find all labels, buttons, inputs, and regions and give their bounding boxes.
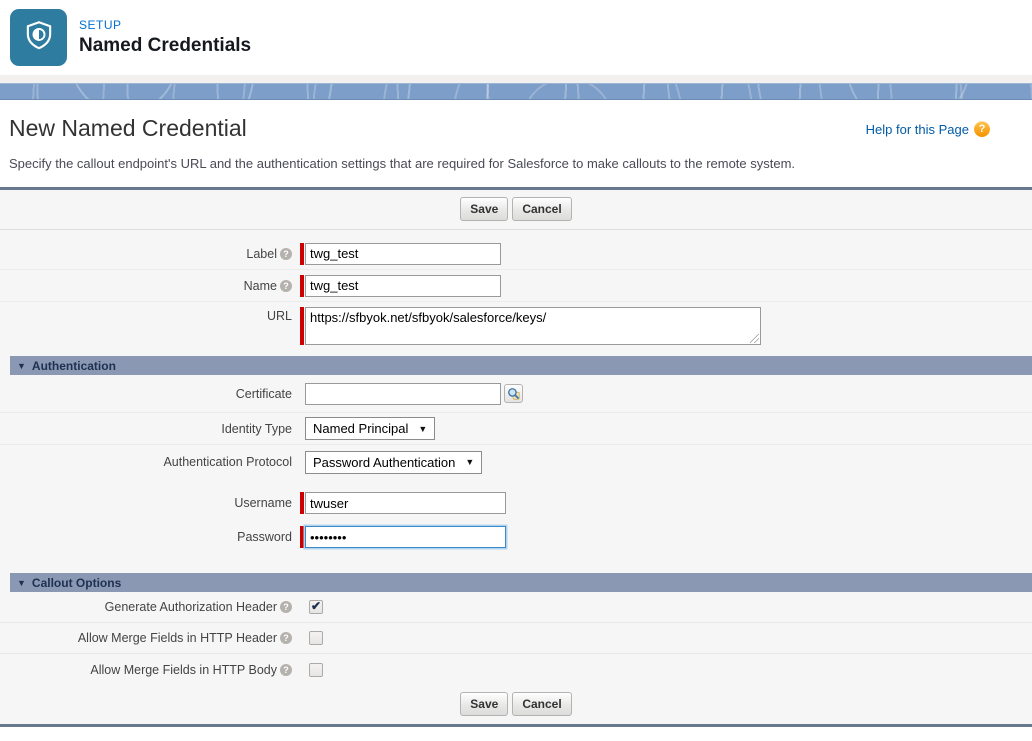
magnifier-icon[interactable] [504, 384, 523, 403]
save-button[interactable]: Save [460, 692, 508, 716]
name-field-label: Name [243, 278, 277, 293]
label-input[interactable] [305, 243, 501, 265]
auth-protocol-select[interactable] [305, 451, 482, 474]
dropdown-arrow-icon [418, 424, 427, 434]
save-button[interactable]: Save [460, 197, 508, 221]
field-row-username [0, 487, 1032, 519]
required-indicator [300, 275, 304, 297]
field-row-merge-http-header [0, 623, 1032, 654]
info-icon[interactable] [280, 601, 292, 613]
field-row-name [0, 270, 1032, 302]
field-row-merge-http-body [0, 654, 1032, 685]
selected-value: Named Principal [313, 421, 409, 436]
certificate-field-label: Certificate [235, 386, 292, 401]
merge-http-header-label: Allow Merge Fields in HTTP Header [77, 631, 277, 645]
info-icon[interactable] [280, 664, 292, 676]
help-for-this-page-link[interactable]: Help for this Page [865, 121, 969, 137]
name-input[interactable] [305, 275, 501, 297]
username-field-label: Username [234, 496, 292, 510]
field-row-password [0, 519, 1032, 555]
page-entity-title: Named Credentials [79, 35, 252, 56]
chevron-down-icon [17, 578, 26, 588]
password-field-label: Password [237, 530, 292, 544]
shield-icon [22, 18, 56, 57]
cancel-button[interactable]: Cancel [512, 197, 571, 221]
named-credentials-entity-icon [10, 9, 67, 66]
certificate-input[interactable] [305, 383, 501, 405]
identity-type-field-label: Identity Type [221, 421, 292, 436]
label-field-label: Label [246, 246, 277, 261]
password-input[interactable] [305, 526, 506, 548]
required-indicator [300, 243, 304, 265]
page-description: Specify the callout endpoint's URL and the authentication settings that are required for Salesforce to make callouts to the remote system. [9, 156, 796, 171]
selected-value: Password Authentication [313, 454, 456, 470]
field-row-identity-type [0, 413, 1032, 445]
required-indicator [300, 526, 304, 548]
field-row-generate-auth-header [0, 592, 1032, 623]
cancel-button[interactable]: Cancel [512, 692, 571, 716]
section-header-callout-options[interactable] [10, 573, 1032, 592]
chevron-down-icon [17, 361, 26, 371]
question-mark-icon[interactable] [974, 121, 990, 137]
resize-grip-icon[interactable] [750, 334, 759, 343]
info-icon[interactable] [280, 632, 292, 644]
dropdown-arrow-icon [465, 457, 474, 467]
generate-auth-header-checkbox[interactable] [309, 600, 323, 614]
decorative-banner [0, 83, 1032, 100]
field-row-label [0, 238, 1032, 270]
url-field-label: URL [266, 309, 292, 323]
required-indicator [300, 492, 304, 514]
section-title: Callout Options [31, 575, 122, 590]
required-indicator [300, 307, 304, 345]
info-icon[interactable] [280, 248, 292, 260]
auth-protocol-field-label: Authentication Protocol [163, 455, 292, 469]
header-divider-band [0, 75, 1032, 83]
merge-http-body-label: Allow Merge Fields in HTTP Body [90, 662, 277, 677]
field-row-auth-protocol [0, 445, 1032, 479]
url-textarea[interactable] [305, 307, 761, 345]
named-credential-form [0, 187, 1032, 727]
section-title: Authentication [31, 358, 116, 373]
section-header-authentication[interactable] [10, 356, 1032, 375]
merge-http-body-checkbox[interactable] [309, 663, 323, 677]
setup-header [0, 0, 1032, 75]
merge-http-header-checkbox[interactable] [309, 631, 323, 645]
generate-auth-header-label: Generate Authorization Header [104, 600, 277, 614]
field-row-certificate [0, 375, 1032, 413]
identity-type-select[interactable] [305, 417, 435, 440]
info-icon[interactable] [280, 280, 292, 292]
page-title: New Named Credential [9, 115, 247, 141]
setup-breadcrumb[interactable]: SETUP [79, 18, 122, 32]
username-input[interactable] [305, 492, 506, 514]
field-row-url [0, 302, 1032, 350]
